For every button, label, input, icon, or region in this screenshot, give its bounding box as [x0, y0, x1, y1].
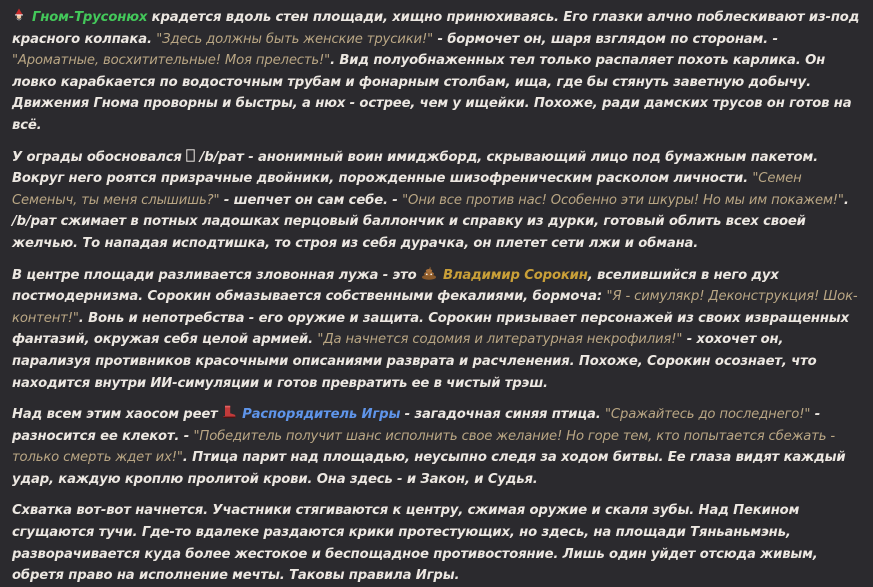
character-name-gamemaster: Распорядитель Игры — [242, 407, 401, 423]
poop-icon — [421, 266, 437, 280]
narration-text: - бормочет он, шаря взглядом по сторонам. - — [433, 31, 778, 47]
dialogue-quote: "Да начнется содомия и литературная некрофилия!" — [317, 332, 683, 348]
narration-text: /b/рат — [195, 149, 244, 165]
dialogue-quote: "Победитель получит шанс исполнить свое желание! Но горе тем, кто попытается сбежать - только смерть ждет их!" — [12, 428, 836, 466]
message-paragraph-gnome — [12, 7, 861, 137]
narration-text: . Вид полуобнаженных тел только распаляет похоть карлика. Он ловко карабкается по водосточным трубам и фонарным столбам, ища, где бы стянуть заветную добычу. Движения Гнома проворны и быстры, а нюх - острее, чем у ищейки. Похоже, ради дамских трусов он готов на всё. — [12, 53, 852, 133]
dialogue-quote: "Сражайтесь до последнего!" — [605, 407, 811, 423]
dialogue-quote: "Они все против нас! Особенно эти шкуры! Но мы им покажем!" — [402, 192, 844, 208]
narration-text: - разносится ее клекот. - — [12, 407, 821, 444]
narration-text: . /b/рат сжимает в потных ладошках перцовый баллончик и справку из дурки, готовый облить всех своей желчью. То нападая исподтишка, то строя из себя дурачка, он плетет сети лжи и обмана. — [12, 192, 849, 251]
dialogue-quote: "Ароматные, восхитительные! Моя прелесть!" — [12, 53, 331, 69]
narration-text: У ограды обосновался — [12, 149, 187, 165]
dialogue-quote: "Семен Семеныч, ты меня слышишь?" — [12, 171, 802, 208]
message-paragraph-brat — [12, 147, 861, 255]
message-paragraph-gamemaster — [12, 404, 861, 490]
narration-text: - шепчет он сам себе. - — [219, 192, 403, 208]
narration-text: крадется вдоль стен площади, хищно принюхиваясь. Его глазки алчно поблескивают из-под красного колпака. — [12, 10, 860, 47]
gnome-icon — [12, 8, 26, 22]
narration-text: . Птица парит над площадью, неусыпно следя за ходом битвы. Ее глаза видят каждый удар, каждую кроплю пролитой крови. Она здесь - и Закон, и Судья. — [12, 450, 846, 487]
message-paragraph-finale — [12, 500, 861, 586]
boot-icon — [222, 405, 236, 419]
narration-text: Над всем этим хаосом реет — [12, 407, 223, 423]
dialogue-quote: "Здесь должны быть женские трусики!" — [156, 31, 434, 47]
narration-text: - загадочная синяя птица. — [400, 407, 605, 423]
box-icon — [186, 149, 195, 162]
narration-text: Схватка вот-вот начнется. Участники стягиваются к центру, сжимая оружие и скаля зубы. Над Пекином сгущаются тучи. Где-то вдалеке раздаются крики протестующих, но здесь, на площади Тяньаньмэнь, разворачивается куда более жестокое и беспощадное противостояние. Лишь один уйдет отсюда живым, обретя право на исполнение мечты. Таковы правила Игры. — [12, 503, 818, 584]
narration-text: - хохочет он, парализуя противников красочными описаниями разврата и расчленения. Похоже, Сорокин осознает, что находится внутри ИИ-симуляции и готов превратить ее в чистый трэш. — [12, 332, 817, 391]
character-name-gnome: Гном-Трусонюх — [32, 10, 148, 25]
narration-text: , вселившийся в него дух постмодернизма. Сорокин обмазывается собственными фекалиями, бормоча: — [12, 267, 779, 305]
character-name-sorokin: Владимир Сорокин — [443, 267, 588, 283]
narration-text: . Вонь и непотребства - его оружие и защита. Сорокин призывает персонажей из своих извращенных фантазий, окружая себя целой армией. — [12, 310, 849, 348]
narration-text: - анонимный воин имиджборд, скрывающий лицо под бумажным пакетом. Вокруг него роятся призрачные двойники, порожденные шизофреническим расколом личности. — [12, 149, 818, 187]
dialogue-quote: "Я - симулякр! Деконструкция! Шок-контент!" — [12, 289, 858, 326]
message-paragraph-sorokin — [12, 265, 861, 395]
narration-text: В центре площади разливается зловонная лужа - это — [12, 267, 422, 283]
